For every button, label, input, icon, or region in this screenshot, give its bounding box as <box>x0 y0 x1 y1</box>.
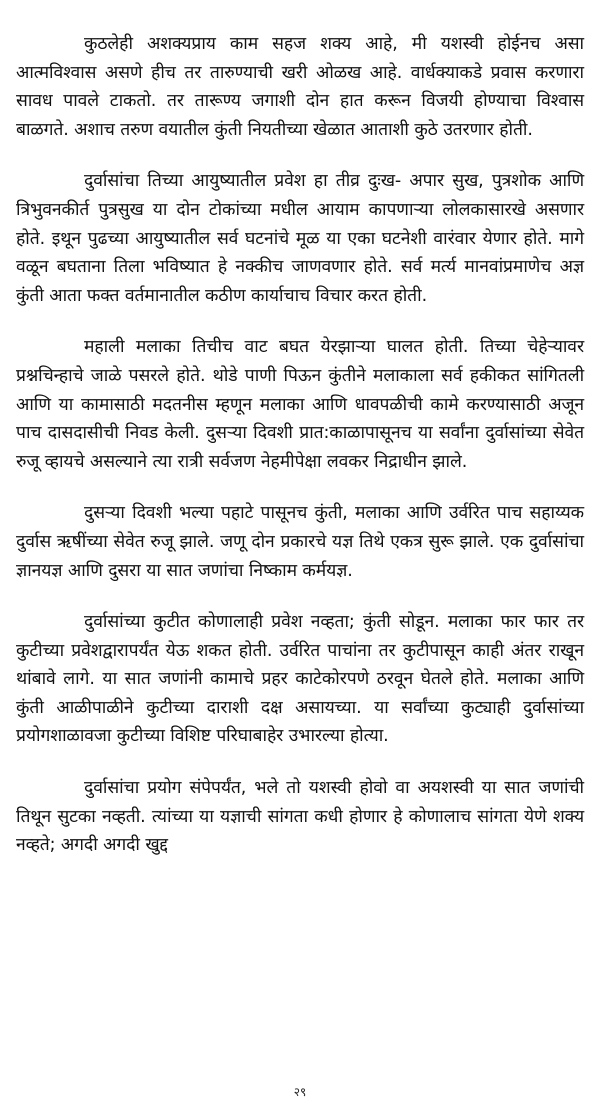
paragraph-4: दुसऱ्या दिवशी भल्या पहाटे पासूनच कुंती, मलाका आणि उर्वरित पाच सहाय्यक दुर्वास ऋषींच्या सेवेत रुजू झाले. जणू दोन प्रकारचे यज्ञ तिथे एकत्र सुरू झाले. एक दुर्वासांचा ज्ञानयज्ञ आणि दुसरा या सात जणांचा निष्काम कर्मयज्ञ. <box>16 503 584 581</box>
paragraph-6: दुर्वासांचा प्रयोग संपेपर्यंत, भले तो यशस्वी होवो वा अयशस्वी या सात जणांची तिथून सुटका नव्हती. त्यांच्या या यज्ञाची सांगता कधी होणार हे कोणालाच सांगता येणे शक्य नव्हते; अगदी अगदी खुद्द <box>16 778 584 856</box>
paragraph-2: दुर्वासांचा तिच्या आयुष्यातील प्रवेश हा तीव्र दुःख- अपार सुख, पुत्रशोक आणि त्रिभुवनकीर्त पुत्रसुख या दोन टोकांच्या मधील आयाम कापणाऱ्या लोलकासारखे असणार होते. इथून पुढच्या आयुष्यातील सर्व घटनांचे मूळ या एका घटनेशी वारंवार येणार होते. मागे वळून बघताना तिला भविष्यात हे नक्कीच जाणवणार होते. सर्व मर्त्य मानवांप्रमाणेच अज्ञ कुंती आता फक्त वर्तमानातील कठीण कार्याचाच विचार करत होती. <box>16 171 584 306</box>
page-number: २९ <box>293 1085 307 1099</box>
paragraph-3: महाली मलाका तिचीच वाट बघत येरझाऱ्या घालत होती. तिच्या चेहेऱ्यावर प्रश्नचिन्हाचे जाळे पसरले होते. थोडे पाणी पिऊन कुंतीने मलाकाला सर्व हकीकत सांगितली आणि या कामासाठी मदतनीस म्हणून मलाका आणि धावपळीची कामे करण्यासाठी अजून पाच दासदासीची निवड केली. दुसऱ्या दिवशी प्रात:काळापासूनच या सर्वांना दुर्वासांच्या सेवेत रुजू व्हायचे असल्याने त्या रात्री सर्वजण नेहमीपेक्षा लवकर निद्राधीन झाले. <box>16 337 584 472</box>
paragraph-5: दुर्वासांच्या कुटीत कोणालाही प्रवेश नव्हता; कुंती सोडून. मलाका फार फार तर कुटीच्या प्रवेशद्वारापर्यंत येऊ शकत होती. उर्वरित पाचांना तर कुटीपासून काही अंतर राखून थांबावे लागे. या सात जणांनी कामाचे प्रहर काटेकोरपणे ठरवून घेतले होते. मलाका आणि कुंती आळीपाळीने कुटीच्या दाराशी दक्ष असायच्या. या सर्वांच्या कुट्याही दुर्वासांच्या प्रयोगशाळावजा कुटीच्या विशिष्ट परिघाबाहेर उभारल्या होत्या. <box>16 612 584 747</box>
paragraph-1: कुठलेही अशक्यप्राय काम सहज शक्य आहे, मी यशस्वी होईनच असा आत्मविश्वास असणे हीच तर तारुण्याची खरी ओळख आहे. वार्धक्याकडे प्रवास करणारा सावध पावले टाकतो. तर तारूण्य जगाशी दोन हात करून विजयी होण्याचा विश्वास बाळगते. अशाच तरुण वयातील कुंती नियतीच्या खेळात आताशी कुठे उतरणार होती. <box>16 34 584 140</box>
